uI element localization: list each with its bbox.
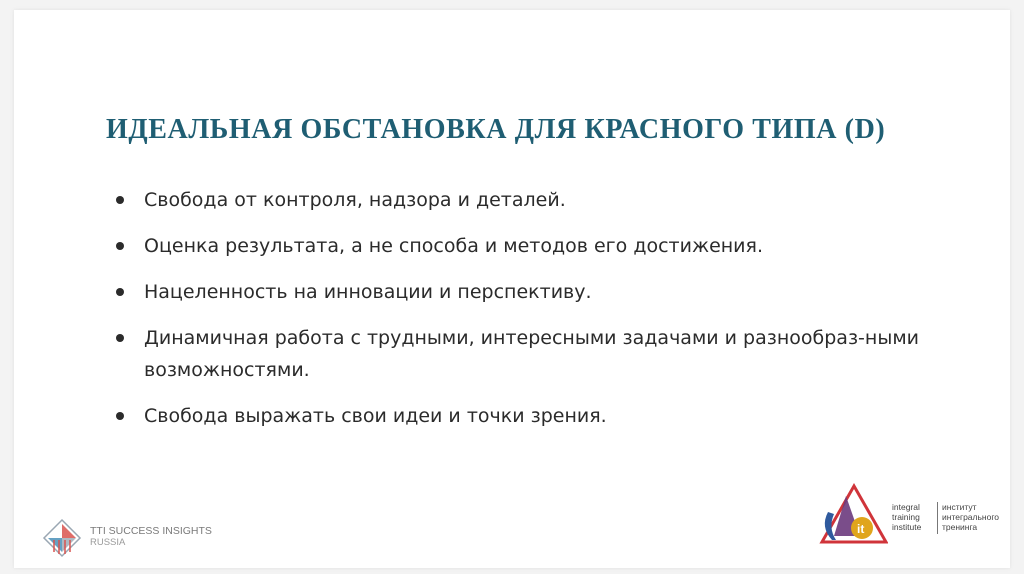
itt-mark-text: it [857, 522, 865, 536]
bullet-item [114, 322, 974, 386]
bullet-text: Динамичная работа с трудными, интересными задачами и разнообраз-ными возможностями. [144, 327, 920, 381]
itt-logo [816, 482, 1012, 552]
bullet-text: Свобода выражать свои идеи и точки зрения. [144, 405, 607, 427]
bullet-text: Свобода от контроля, надзора и деталей. [144, 189, 566, 211]
bullet-item [114, 400, 974, 432]
itt-logo-icon [816, 482, 888, 550]
bullet-list [114, 184, 974, 446]
itt-en-line: training [892, 512, 920, 522]
itt-text-russian [942, 502, 999, 532]
itt-en-line: integral [892, 502, 920, 512]
itt-divider [937, 502, 938, 534]
bullet-dot-icon [116, 334, 124, 342]
bullet-dot-icon [116, 196, 124, 204]
itt-en-line: institute [892, 522, 922, 532]
bullet-text: Нацеленность на инновации и перспективу. [144, 281, 592, 303]
itt-ru-line: тренинга [942, 522, 978, 532]
bullet-item [114, 276, 974, 308]
bullet-item [114, 230, 974, 262]
bullet-dot-icon [116, 242, 124, 250]
tti-logo-icon [42, 518, 82, 558]
tti-line-1: TTI SUCCESS INSIGHTS [90, 525, 212, 537]
tti-logo-text [90, 526, 212, 548]
tti-line-2: RUSSIA [90, 537, 126, 548]
itt-text-english [892, 502, 921, 532]
bullet-dot-icon [116, 412, 124, 420]
tti-logo [42, 518, 242, 558]
slide [14, 10, 1010, 568]
itt-ru-line: интегрального [942, 512, 999, 522]
itt-ru-line: институт [942, 502, 977, 512]
bullet-text: Оценка результата, а не способа и методов его достижения. [144, 235, 764, 257]
bullet-dot-icon [116, 288, 124, 296]
bullet-item [114, 184, 974, 216]
slide-title: ИДЕАЛЬНАЯ ОБСТАНОВКА ДЛЯ КРАСНОГО ТИПА (D) [106, 114, 886, 145]
